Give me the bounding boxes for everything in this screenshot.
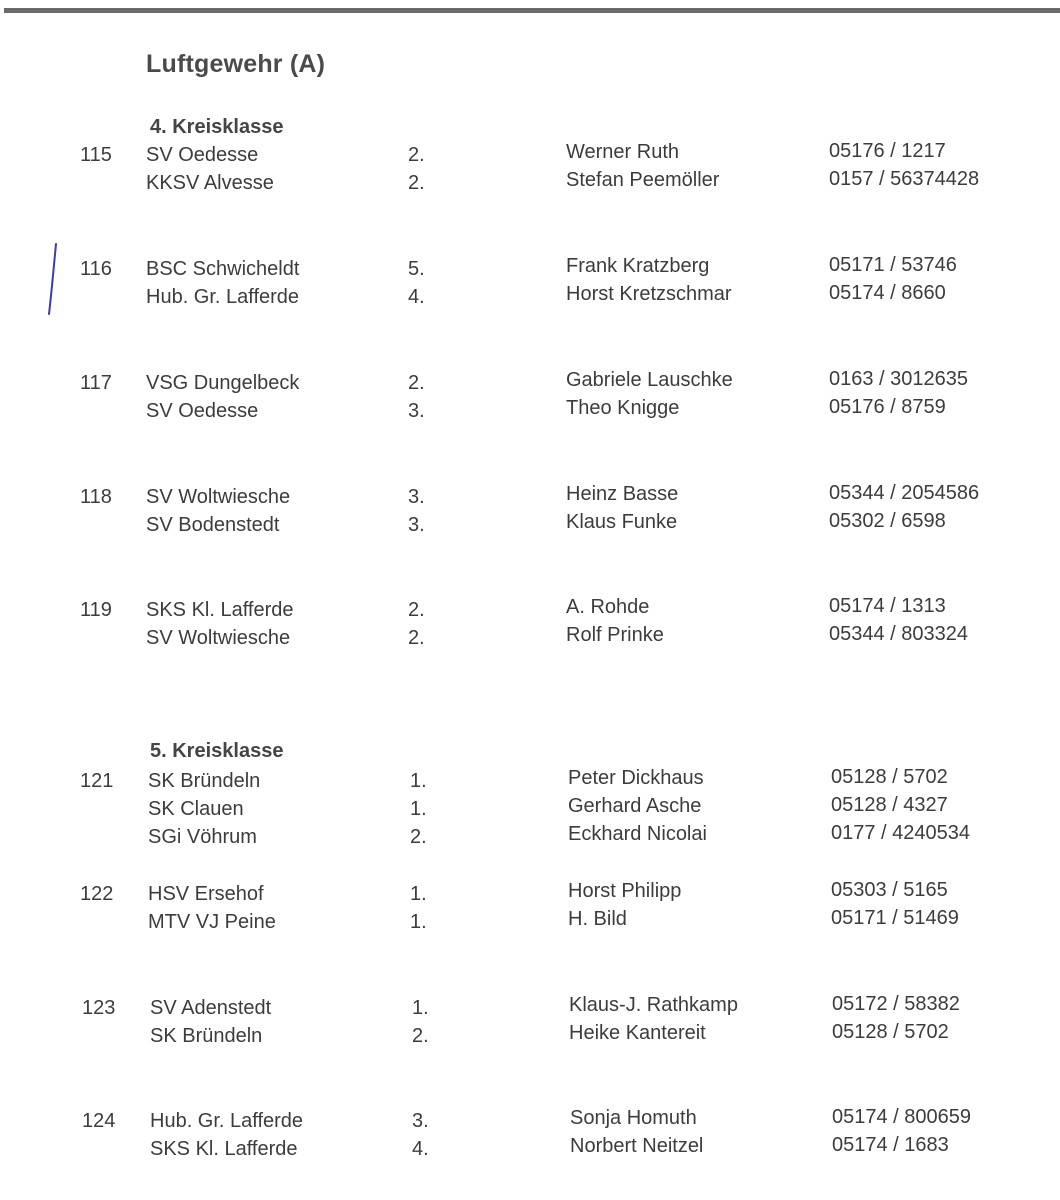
match-number: 123 — [82, 997, 116, 1019]
phone-number: 05128 / 4327 — [831, 794, 948, 816]
phone-number: 05176 / 8759 — [829, 396, 946, 418]
rank: 1. — [410, 883, 427, 905]
rank: 2. — [408, 627, 425, 649]
rank: 4. — [412, 1138, 429, 1160]
contact-name: Stefan Peemöller — [566, 169, 720, 191]
rank: 2. — [408, 172, 425, 194]
rank: 2. — [408, 372, 425, 394]
rank: 1. — [412, 997, 429, 1019]
table-row — [0, 908, 1060, 936]
phone-number: 05344 / 803324 — [829, 623, 969, 645]
phone-number: 0177 / 4240534 — [831, 822, 971, 844]
club-name: HSV Ersehof — [148, 883, 264, 905]
club-name: SGi Vöhrum — [148, 826, 257, 848]
rank: 5. — [408, 258, 425, 280]
table-row — [0, 1022, 1060, 1050]
phone-number: 05128 / 5702 — [832, 1021, 949, 1043]
rank: 3. — [408, 400, 425, 422]
page-title: Luftgewehr (A) — [146, 50, 326, 78]
club-name: SK Bründeln — [148, 770, 261, 792]
club-name: SK Bründeln — [150, 1025, 263, 1047]
club-name: SV Bodenstedt — [146, 514, 280, 536]
contact-name: Horst Philipp — [568, 880, 682, 902]
contact-name: Peter Dickhaus — [568, 767, 704, 789]
rank: 1. — [410, 798, 427, 820]
club-name: SKS Kl. Lafferde — [150, 1138, 298, 1160]
contact-name: Theo Knigge — [566, 397, 680, 419]
contact-name: Gabriele Lauschke — [566, 369, 733, 391]
phone-number: 05303 / 5165 — [831, 879, 948, 901]
contact-name: A. Rohde — [566, 596, 650, 618]
club-name: SV Woltwiesche — [146, 627, 291, 649]
contact-name: Werner Ruth — [566, 141, 680, 163]
match-number: 115 — [80, 144, 112, 166]
match-number: 122 — [80, 883, 114, 905]
contact-name: Sonja Homuth — [570, 1107, 697, 1129]
contact-name: Frank Kratzberg — [566, 255, 710, 277]
match-number: 121 — [80, 770, 114, 792]
rank: 1. — [410, 770, 427, 792]
phone-number: 0163 / 3012635 — [829, 368, 969, 390]
rank: 1. — [410, 911, 427, 933]
table-row — [0, 511, 1060, 539]
rank: 4. — [408, 286, 425, 308]
rank: 2. — [412, 1025, 429, 1047]
contact-name: H. Bild — [568, 908, 627, 930]
section-heading: 4. Kreisklasse — [150, 116, 284, 138]
rank: 3. — [408, 514, 425, 536]
phone-number: 05128 / 5702 — [831, 766, 948, 788]
contact-name: Rolf Prinke — [566, 624, 664, 646]
table-row — [0, 283, 1060, 311]
club-name: SV Woltwiesche — [146, 486, 291, 508]
phone-number: 05174 / 8660 — [829, 282, 946, 304]
contact-name: Eckhard Nicolai — [568, 823, 707, 845]
rank: 2. — [408, 599, 425, 621]
match-number: 117 — [80, 372, 112, 394]
table-row — [0, 823, 1060, 851]
phone-number: 05174 / 800659 — [832, 1106, 972, 1128]
phone-number: 05171 / 53746 — [829, 254, 957, 276]
top-rule — [4, 8, 1060, 13]
contact-name: Heike Kantereit — [569, 1022, 706, 1044]
club-name: SKS Kl. Lafferde — [146, 599, 294, 621]
phone-number: 05171 / 51469 — [831, 907, 959, 929]
club-name: MTV VJ Peine — [148, 911, 276, 933]
club-name: SV Adenstedt — [150, 997, 272, 1019]
contact-name: Gerhard Asche — [568, 795, 702, 817]
table-row — [0, 624, 1060, 652]
match-number: 116 — [80, 258, 112, 280]
table-row — [0, 397, 1060, 425]
club-name: Hub. Gr. Lafferde — [150, 1110, 304, 1132]
club-name: BSC Schwicheldt — [146, 258, 300, 280]
phone-number: 0157 / 56374428 — [829, 168, 980, 190]
contact-name: Heinz Basse — [566, 483, 679, 505]
match-number: 119 — [80, 599, 112, 621]
section-heading: 5. Kreisklasse — [150, 740, 284, 762]
table-row — [0, 1135, 1060, 1163]
match-number: 118 — [80, 486, 112, 508]
club-name: VSG Dungelbeck — [146, 372, 300, 394]
contact-name: Norbert Neitzel — [570, 1135, 704, 1157]
table-row — [0, 169, 1060, 197]
phone-number: 05302 / 6598 — [829, 510, 946, 532]
club-name: Hub. Gr. Lafferde — [146, 286, 300, 308]
club-name: SV Oedesse — [146, 144, 259, 166]
match-number: 124 — [82, 1110, 116, 1132]
rank: 3. — [412, 1110, 429, 1132]
phone-number: 05176 / 1217 — [829, 140, 946, 162]
rank: 2. — [410, 826, 427, 848]
contact-name: Horst Kretzschmar — [566, 283, 732, 305]
phone-number: 05172 / 58382 — [832, 993, 960, 1015]
contact-name: Klaus-J. Rathkamp — [569, 994, 738, 1016]
phone-number: 05344 / 2054586 — [829, 482, 980, 504]
rank: 2. — [408, 144, 425, 166]
rank: 3. — [408, 486, 425, 508]
phone-number: 05174 / 1683 — [832, 1134, 949, 1156]
club-name: KKSV Alvesse — [146, 172, 274, 194]
phone-number: 05174 / 1313 — [829, 595, 946, 617]
club-name: SV Oedesse — [146, 400, 259, 422]
contact-name: Klaus Funke — [566, 511, 678, 533]
club-name: SK Clauen — [148, 798, 244, 820]
